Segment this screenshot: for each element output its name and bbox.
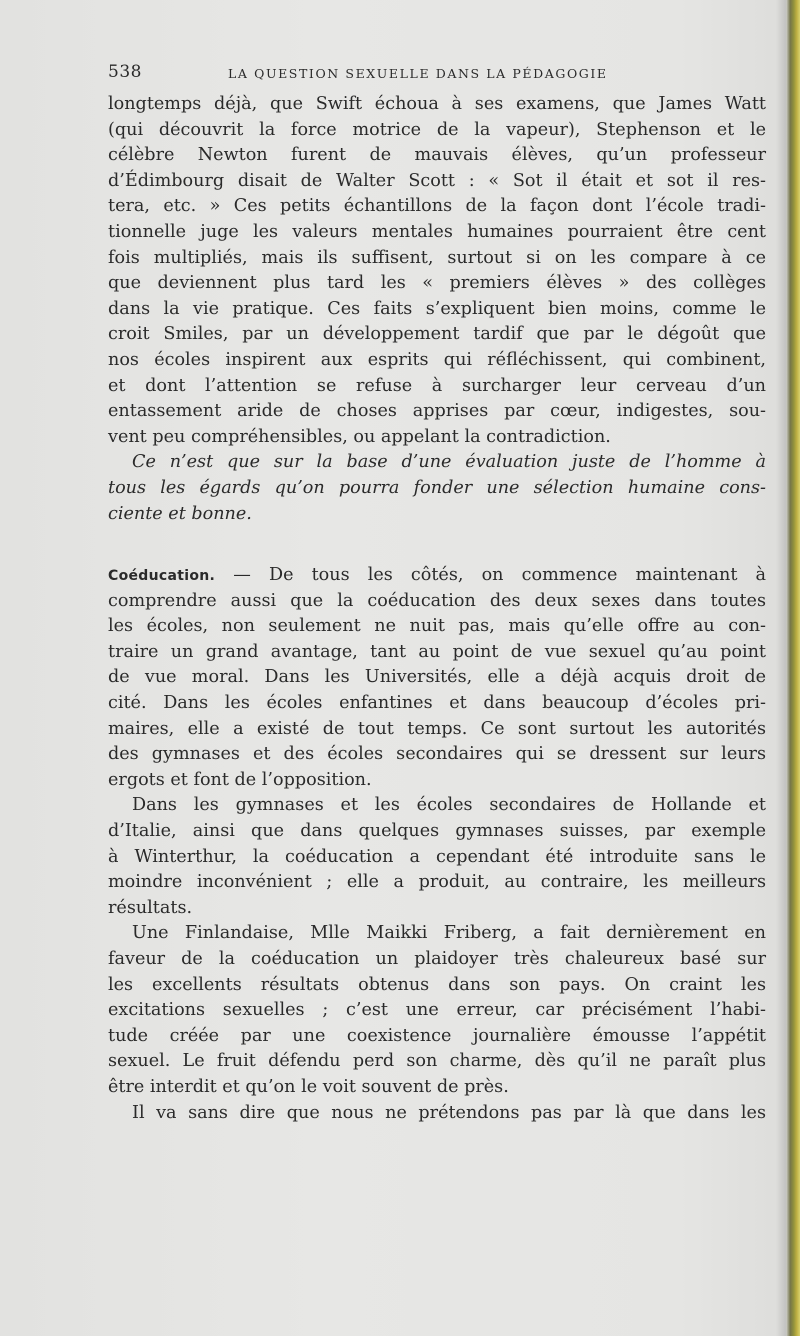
text-line: cité. Dans les écoles enfantines et dans beaucoup d’écoles pri- (108, 693, 766, 714)
text-line: à Winterthur, la coéducation a cependant été introduite sans le (108, 846, 766, 867)
book-edge (786, 0, 800, 1336)
text-line: Il va sans dire que nous ne prétendons pas par là que dans les (132, 1102, 766, 1123)
text-line: vent peu compréhensibles, ou appelant la contradiction. (108, 426, 611, 447)
text-line: nos écoles inspirent aux esprits qui réfléchissent, qui combinent, (108, 349, 766, 370)
text-line: sexuel. Le fruit défendu perd son charme, dès qu’il ne paraît plus (108, 1051, 766, 1072)
text-line: et dont l’attention se refuse à surcharger leur cerveau d’un (108, 375, 766, 396)
section-gap (108, 527, 766, 563)
text-line: de vue moral. Dans les Universités, elle a déjà acquis droit de (108, 667, 766, 688)
page-edge-shadow (776, 0, 786, 1336)
running-title: LA QUESTION SEXUELLE DANS LA PÉDAGOGIE (228, 66, 608, 81)
text-line: d’Édimbourg disait de Walter Scott : « Sot il était et sot il res- (108, 170, 766, 191)
text-line: longtemps déjà, que Swift échoua à ses examens, que James Watt (108, 94, 766, 114)
text-line: d’Italie, ainsi que dans quelques gymnases suisses, par exemple (108, 821, 766, 842)
text-line: tude créée par une coexistence journalière émousse l’appétit (108, 1025, 766, 1046)
text-line: résultats. (108, 897, 193, 918)
text-line: tionnelle juge les valeurs mentales humaines pourraient être cent (108, 221, 766, 242)
text-line: croit Smiles, par un développement tardif que par le dégoût que (108, 324, 766, 345)
text-line: célèbre Newton furent de mauvais élèves, qu’un professeur (108, 145, 766, 166)
italic-paragraph (108, 450, 766, 527)
text-line: que deviennent plus tard les « premiers élèves » des collèges (108, 273, 766, 294)
text-line: moindre inconvénient ; elle a produit, au contraire, les meilleurs (108, 872, 766, 893)
section-first-line-text: — De tous les côtés, on commence maintenant à (233, 565, 767, 586)
text-line: des gymnases et des écoles secondaires qui se dressent sur leurs (108, 744, 766, 765)
text-line: ciente et bonne. (108, 503, 252, 524)
text-line: être interdit et qu’on le voit souvent de près. (108, 1076, 509, 1097)
body-text (108, 92, 766, 1126)
text-line: comprendre aussi que la coéducation des deux sexes dans toutes (108, 590, 766, 611)
text-line: tera, etc. » Ces petits échantillons de la façon dont l’école tradi- (108, 196, 766, 217)
text-line: faveur de la coéducation un plaidoyer très chaleureux basé sur (108, 949, 766, 969)
text-line: dans la vie pratique. Ces faits s’expliquent bien moins, comme le (108, 298, 766, 319)
paragraph-1 (108, 92, 766, 450)
text-line: (qui découvrit la force motrice de la vapeur), Stephenson et le (108, 119, 766, 140)
paragraph-5 (108, 1101, 766, 1127)
section-heading: Coéducation. (108, 568, 216, 585)
text-line: ergots et font de l’opposition. (108, 769, 372, 790)
paragraph-4 (108, 921, 766, 1100)
text-line: maires, elle a existé de tout temps. Ce sont surtout les autorités (108, 718, 766, 739)
text-line: Ce n’est que sur la base d’une évaluation juste de l’homme à (132, 452, 766, 473)
text-line: les excellents résultats obtenus dans son pays. On craint les (108, 974, 766, 995)
text-line: Une Finlandaise, Mlle Maikki Friberg, a fait dernièrement en (132, 923, 766, 944)
section-coeducation (108, 563, 766, 793)
text-line: excitations sexuelles ; c’est une erreur, car précisément l’habi- (108, 1000, 766, 1021)
page-number: 538 (108, 62, 142, 82)
page-header (108, 62, 766, 86)
text-line: entassement aride de choses apprises par cœur, indigestes, sou- (108, 401, 766, 422)
text-line: traire un grand avantage, tant au point de vue sexuel qu’au point (108, 641, 766, 662)
text-line: tous les égards qu’on pourra fonder une sélection humaine cons- (108, 477, 766, 498)
section-first-line (108, 563, 766, 589)
paragraph-3 (108, 793, 766, 921)
text-line: les écoles, non seulement ne nuit pas, mais qu’elle offre au con- (108, 616, 766, 637)
text-line: Dans les gymnases et les écoles secondaires de Hollande et (132, 795, 766, 816)
text-line: fois multipliés, mais ils suffisent, surtout si on les compare à ce (108, 247, 766, 268)
